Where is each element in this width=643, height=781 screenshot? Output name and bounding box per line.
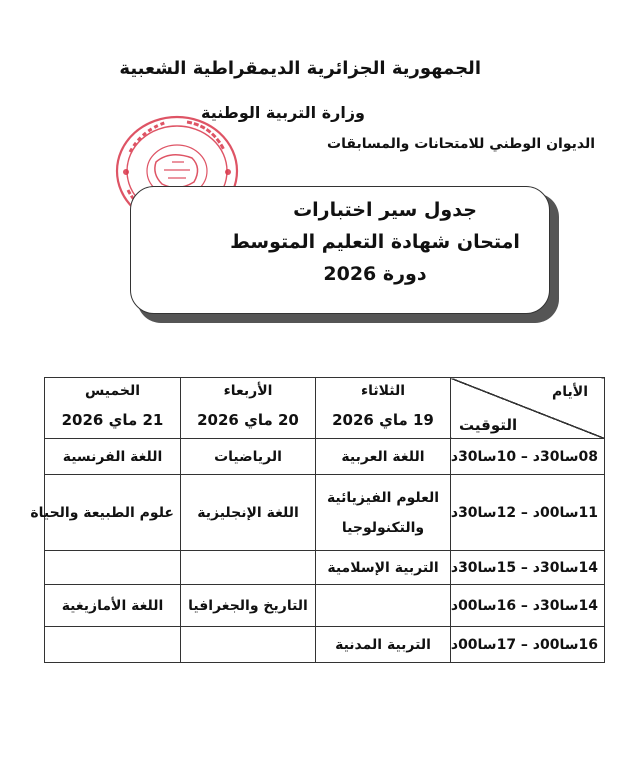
exam-title: امتحان شهادة التعليم المتوسط	[230, 231, 520, 253]
day-name: الثلاثاء	[360, 383, 406, 399]
table-header-row	[45, 378, 605, 439]
exam-schedule-table	[30, 377, 605, 663]
session-title: دورة 2026	[323, 263, 427, 285]
subject-cell: علوم الطبيعة والحياة	[45, 475, 181, 551]
subject-cell: الرياضيات	[181, 439, 316, 475]
title-box	[130, 186, 550, 314]
table-row	[45, 627, 605, 663]
subject-cell: العلوم الفيزيائية والتكنولوجيا	[316, 475, 451, 551]
subject-cell	[45, 551, 181, 585]
day-date: 21 ماي 2026	[61, 411, 164, 429]
table-row	[45, 439, 605, 475]
time-slot: 11سا00د – 12سا30د	[451, 475, 605, 551]
table-row	[45, 585, 605, 627]
subject-cell: اللغة الفرنسية	[45, 439, 181, 475]
subject-cell	[316, 585, 451, 627]
day-header	[316, 378, 451, 439]
corner-cell	[451, 378, 605, 439]
day-name: الأربعاء	[223, 383, 273, 399]
subject-cell: اللغة الأمازيغية	[45, 585, 181, 627]
day-header	[45, 378, 181, 439]
day-date: 19 ماي 2026	[332, 411, 434, 429]
time-slot: 14سا30د – 16سا00د	[451, 585, 605, 627]
time-slot: 16سا00د – 17سا00د	[451, 627, 605, 663]
table-row	[45, 475, 605, 551]
office-heading: الديوان الوطني للامتحانات والمسابقات	[327, 136, 595, 152]
time-slot: 14سا30د – 15سا30د	[451, 551, 605, 585]
day-date: 20 ماي 2026	[197, 411, 299, 429]
subject-cell	[181, 551, 316, 585]
corner-time-label: التوقيت	[459, 416, 518, 434]
subject-cell: التربية الإسلامية	[316, 551, 451, 585]
subject-cell: التربية المدنية	[316, 627, 451, 663]
subject-cell	[181, 627, 316, 663]
subject-cell: التاريخ والجغرافيا	[181, 585, 316, 627]
day-name: الخميس	[84, 383, 141, 399]
time-slot: 08سا30د – 10سا30د	[451, 439, 605, 475]
subject-cell: اللغة العربية	[316, 439, 451, 475]
republic-heading: الجمهورية الجزائرية الديمقراطية الشعبية	[119, 58, 481, 79]
corner-days-label: الأيام	[552, 384, 588, 400]
subject-cell	[45, 627, 181, 663]
table-row	[45, 551, 605, 585]
subject-cell: اللغة الإنجليزية	[181, 475, 316, 551]
schedule-title: جدول سير اختبارات	[293, 199, 477, 221]
day-header	[181, 378, 316, 439]
ministry-heading: وزارة التربية الوطنية	[200, 103, 365, 122]
